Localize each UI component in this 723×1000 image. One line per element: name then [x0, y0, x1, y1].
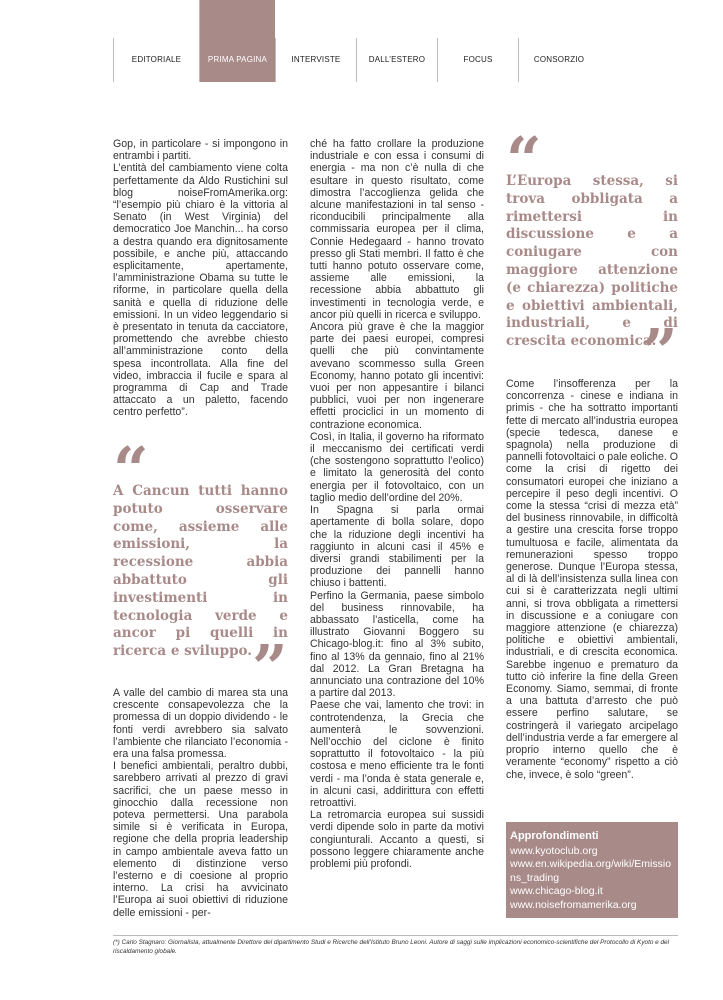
paragraph: I benefici ambientali, peraltro dubbi, sarebbero arrivati al prezzo di gravi sacrifici, che un paese messo in ginocchio dalla recessione non poteva permettersi. Una parabola simile si è verificata in Europa, regione che della propria leadership in campo ambientale aveva fatto un elemento di distinzione verso l’esterno e di coesione al proprio interno. La crisi ha avvicinato l’Europa ai suoi obiettivi di riduzione delle emissioni - per- [113, 760, 288, 919]
pull-quote-right: L’Europa stessa, si trova obbligata a rimettersi in discussione e a coniugare con maggiore attenzione (e chiarezza) politiche e obiettivi ambientali, industriali, e di crescita economica. [506, 173, 678, 350]
link-wikipedia-emissions-trading[interactable]: www.en.wikipedia.org/wiki/Emissions_trading [510, 858, 672, 884]
link-kyotoclub[interactable]: www.kyotoclub.org [510, 844, 598, 857]
article-column-1-top [113, 138, 288, 419]
paragraph: A valle del cambio di marea sta una crescente consapevolezza che la promessa di un doppio dividendo - le fonti verdi avrebbero sia salvato l’ambiente che rilanciato l’economia - era una falsa promessa. [113, 687, 288, 761]
paragraph: La retromarcia europea sui sussidi verdi dipende solo in parte da motivi congiunturali. Accanto a questi, si possono leggere chiaramente anche problemi più profondi. [310, 809, 484, 870]
paragraph: Ancora più grave è che la maggior parte dei paesi europei, compresi quelli che più convintamente avevano scommesso sulla Green Economy, hanno potato gli incentivi: vuoi per non appesantire i bilanci pubblici, vuoi per non ingenerare effetti prociclici in un momento di contrazione economica. [310, 321, 484, 431]
pull-quote-left: A Cancun tutti hanno potuto osservare come, assieme alle emissioni, la recessione abbia abbattuto gli investimenti in tecnologia verde e ancor pi quelli in ricerca e sviluppo. [113, 483, 288, 660]
paragraph: Paese che vai, lamento che trovi: in controtendenza, la Grecia che aumenterà le sovvenzioni. Nell’occhio del ciclone è finito soprattutto il fotovoltaico - la più costosa e meno efficiente tra le fonti verdi - ma l’onda è stata generale e, in alcuni casi, addirittura con effetti retroattivi. [310, 699, 484, 809]
top-navigation [113, 38, 678, 82]
close-quote-icon: ” [252, 631, 288, 704]
paragraph: L’entità del cambiamento viene colta perfettamente da Aldo Rustichini sul blog noiseFromAmerika.org: “l’esempio più chiaro è la vittoria al Senato (in West Virginia) del democratico Joe Manchin... ha corso a destra quando era dignitosamente possibile, e anche più, attaccando esplicitamente, apertamente, l’amministrazione Obama su tutte le riforme, in particolare quella della sanità e quella di riduzione delle emissioni. In un video leggendario si è presentato in tenuta da cacciatore, promettendo che avrebbe chiesto all’amministrazione conto della spesa incontrollata. Alla fine del video, imbraccia il fucile e spara al programma di Cap and Trade attaccato a un paletto, facendo centro perfetto”. [113, 162, 288, 419]
link-chicago-blog[interactable]: www.chicago-blog.it [510, 885, 603, 898]
open-quote-icon: “ [506, 123, 542, 196]
nav-interviste[interactable]: INTERVISTE [275, 38, 356, 82]
nav-editoriale[interactable]: EDITORIALE [113, 38, 199, 82]
article-column-1-bottom [113, 687, 288, 919]
approfondimenti-heading: Approfondimenti [510, 830, 599, 842]
author-footnote: (*) Carlo Stagnaro: Giornalista, attualmente Direttore del dipartimento Studi e Ricerche dell’Istituto Bruno Leoni. Autore di saggi sulle implicazioni economico-scientifiche del Protocollo di Kyoto e del riscaldamento globale. [113, 939, 670, 955]
paragraph: ché ha fatto crollare la produzione industriale e con essa i consumi di energia - ma non c’è nulla di che esultare in questo risultato, come dimostra l’accoglienza gelida che alcune manifestazioni in tal senso - riconducibili principalmente alla commissaria europea per il clima, Connie Hedegaard - hanno trovato presso gli Stati membri. Il fatto è che tutti hanno potuto osservare come, assieme alle emissioni, la recessione abbia abbattuto gli investimenti in tecnologia verde, e ancor più quelli in ricerca e sviluppo. [310, 138, 484, 321]
approfondimenti-box [506, 822, 678, 918]
nav-prima-pagina[interactable]: PRIMA PAGINA [199, 0, 275, 82]
nav-focus[interactable]: FOCUS [437, 38, 518, 82]
nav-consorzio[interactable]: CONSORZIO [518, 38, 599, 82]
link-noisefromamerika[interactable]: www.noisefromamerika.org [510, 898, 637, 911]
paragraph: Così, in Italia, il governo ha riformato il meccanismo dei certificati verdi (che sostengono soprattutto l’eolico) e limitato la generosità del conto energia per il fotovoltaico, con un taglio medio dell’ordine del 20%. [310, 430, 484, 504]
open-quote-icon: “ [113, 433, 149, 506]
paragraph: Come l’insofferenza per la concorrenza - cinese e indiana in primis - che ha sottratto importanti fette di mercato all’industria europea (specie tedesca, danese e spagnola) nella produzione di pannelli fotovoltaici o pale eoliche. O come la crisi di rigetto dei consumatori europei che iniziano a percepire il peso degli incentivi. O come la stessa “crisi di mezza età” del business rinnovabile, in difficoltà a gestire una crescita forse troppo tumultuosa e facile, alimentata da remunerazioni spesso troppo generose. Dunque l’Europa stessa, al di là dell’insistenza sulla linea con cui si è caratterizzata negli ultimi anni, si trova obbligata a rimettersi in discussione e a coniugare con maggiore attenzione (e chiarezza) politiche e obiettivi ambientali, industriali, e di crescita economica. Sarebbe ingenuo e prematuro da tutto ciò inferire la fine della Green Economy. Siamo, semmai, di fronte a una battuta d’arresto che può essere perfino salutare, se costringerà il variegato arcipelago dell’industria verde a far emergere al proprio interno quello che è veramente “economy” rispetto a ciò che, invece, è solo “green”. [506, 378, 678, 781]
article-column-2 [310, 138, 484, 870]
paragraph: Gop, in particolare - si impongono in entrambi i partiti. [113, 138, 288, 163]
paragraph: Perfino la Germania, paese simbolo del business rinnovabile, ha abbassato l’asticella, come ha illustrato Giovanni Boggero su Chicago-blog.it: fino al 3% subito, fino al 13% da gennaio, fino al 21% dal 2012. La Gran Bretagna ha annunciato una contrazione del 10% a partire dal 2013. [310, 589, 484, 700]
paragraph: In Spagna si parla ormai apertamente di bolla solare, dopo che la riduzione degli incentivi ha raggiunto in alcuni casi il 45% e diversi grandi stabilimenti per la produzione dei pannelli hanno chiuso i battenti. [310, 504, 484, 590]
footnote-divider [113, 935, 678, 936]
article-column-3 [506, 378, 678, 781]
close-quote-icon: ” [642, 315, 678, 388]
nav-dall-estero[interactable]: DALL’ESTERO [356, 38, 437, 82]
